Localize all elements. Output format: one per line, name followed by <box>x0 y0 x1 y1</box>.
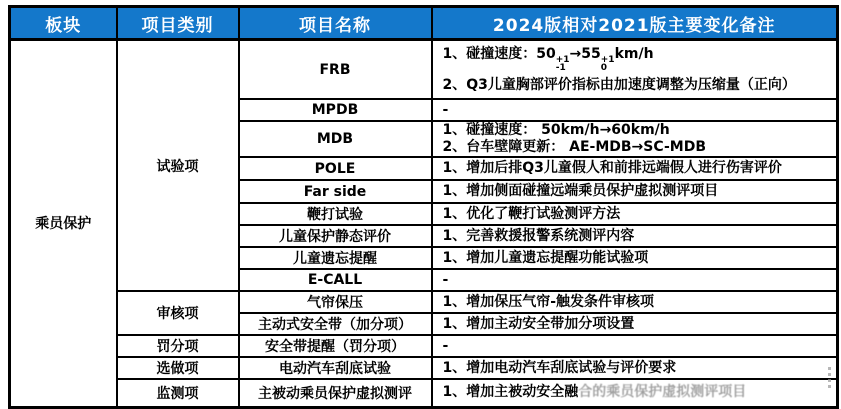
item-name-cell: 主被动乘员保护虚拟测评 <box>239 379 432 407</box>
table-row <box>10 379 838 407</box>
note-cell: 1、增加电动汽车刮底试验与评价要求 <box>432 357 838 379</box>
note-cell <box>432 121 838 157</box>
item-name-cell: 鞭打试验 <box>239 203 432 225</box>
item-name-cell: 主动式安全带（加分项） <box>239 313 432 335</box>
note-cell: - <box>432 335 838 357</box>
item-name-cell: Far side <box>239 180 432 203</box>
section-cell: 乘员保护 <box>10 40 117 408</box>
category-cell-penalty: 罚分项 <box>117 335 239 357</box>
note-cell: 1、增加侧面碰撞远端乘员保护虚拟测评项目 <box>432 180 838 203</box>
table-row <box>10 291 838 313</box>
header-cell-change-notes: 2024版相对2021版主要变化备注 <box>432 7 838 40</box>
category-cell-audit: 审核项 <box>117 291 239 335</box>
item-name-cell: E-CALL <box>239 269 432 291</box>
note-cell: - <box>432 99 838 121</box>
note-cell: 1、增加保压气帘-触发条件审核项 <box>432 291 838 313</box>
table-row <box>10 335 838 357</box>
category-cell-test: 试验项 <box>117 40 239 292</box>
header-row <box>10 7 838 40</box>
note-line: 1、碰撞速度： 50km/h→60km/h <box>442 122 670 138</box>
category-cell-optional: 选做项 <box>117 357 239 379</box>
note-cell: 1、优化了鞭打试验测评方法 <box>432 203 838 225</box>
note-cell: 1、增加后排Q3儿童假人和前排远端假人进行伤害评价 <box>432 157 838 180</box>
item-name-cell: MDB <box>239 121 432 157</box>
note-line: 2、台车壁障更新： AE-MDB→SC-MDB <box>442 139 706 155</box>
item-name-cell: MPDB <box>239 99 432 121</box>
item-name-cell: POLE <box>239 157 432 180</box>
item-name-cell: FRB <box>239 40 432 100</box>
table-row <box>10 40 838 100</box>
note-cell: 1、增加儿童遗忘提醒功能试验项 <box>432 247 838 269</box>
note-cell: - <box>432 269 838 291</box>
item-name-cell: 气帘保压 <box>239 291 432 313</box>
tolerance-stack: +1 0 <box>600 55 615 73</box>
item-name-cell: 电动汽车刮底试验 <box>239 357 432 379</box>
table-row <box>10 357 838 379</box>
item-name-cell: 安全带提醒（罚分项） <box>239 335 432 357</box>
item-name-cell: 儿童遗忘提醒 <box>239 247 432 269</box>
note-cell <box>432 40 838 100</box>
note-line: 2、Q3儿童胸部评价指标由加速度调整为压缩量（正向） <box>442 77 796 93</box>
note-cell: 1、增加主动安全带加分项设置 <box>432 313 838 335</box>
header-cell-item-name: 项目名称 <box>239 7 432 40</box>
watermark-artifact <box>828 367 831 389</box>
note-cell: 1、增加主被动安全融合的乘员保护虚拟测评项目 <box>432 379 838 407</box>
tolerance-stack: +1 -1 <box>555 55 570 73</box>
header-cell-section: 板块 <box>10 7 117 40</box>
category-cell-monitor: 监测项 <box>117 379 239 407</box>
watermarked-text: 合的乘员保护虚拟测评项目 <box>578 384 747 401</box>
note-cell: 1、完善救援报警系统测评内容 <box>432 225 838 247</box>
changes-table-container <box>8 5 839 409</box>
ncap-changes-table <box>8 5 839 409</box>
item-name-cell: 儿童保护静态评价 <box>239 225 432 247</box>
header-cell-category: 项目类别 <box>117 7 239 40</box>
note-line: 1、碰撞速度：50 +1 -1 →55 +1 0 km/h <box>442 46 654 73</box>
